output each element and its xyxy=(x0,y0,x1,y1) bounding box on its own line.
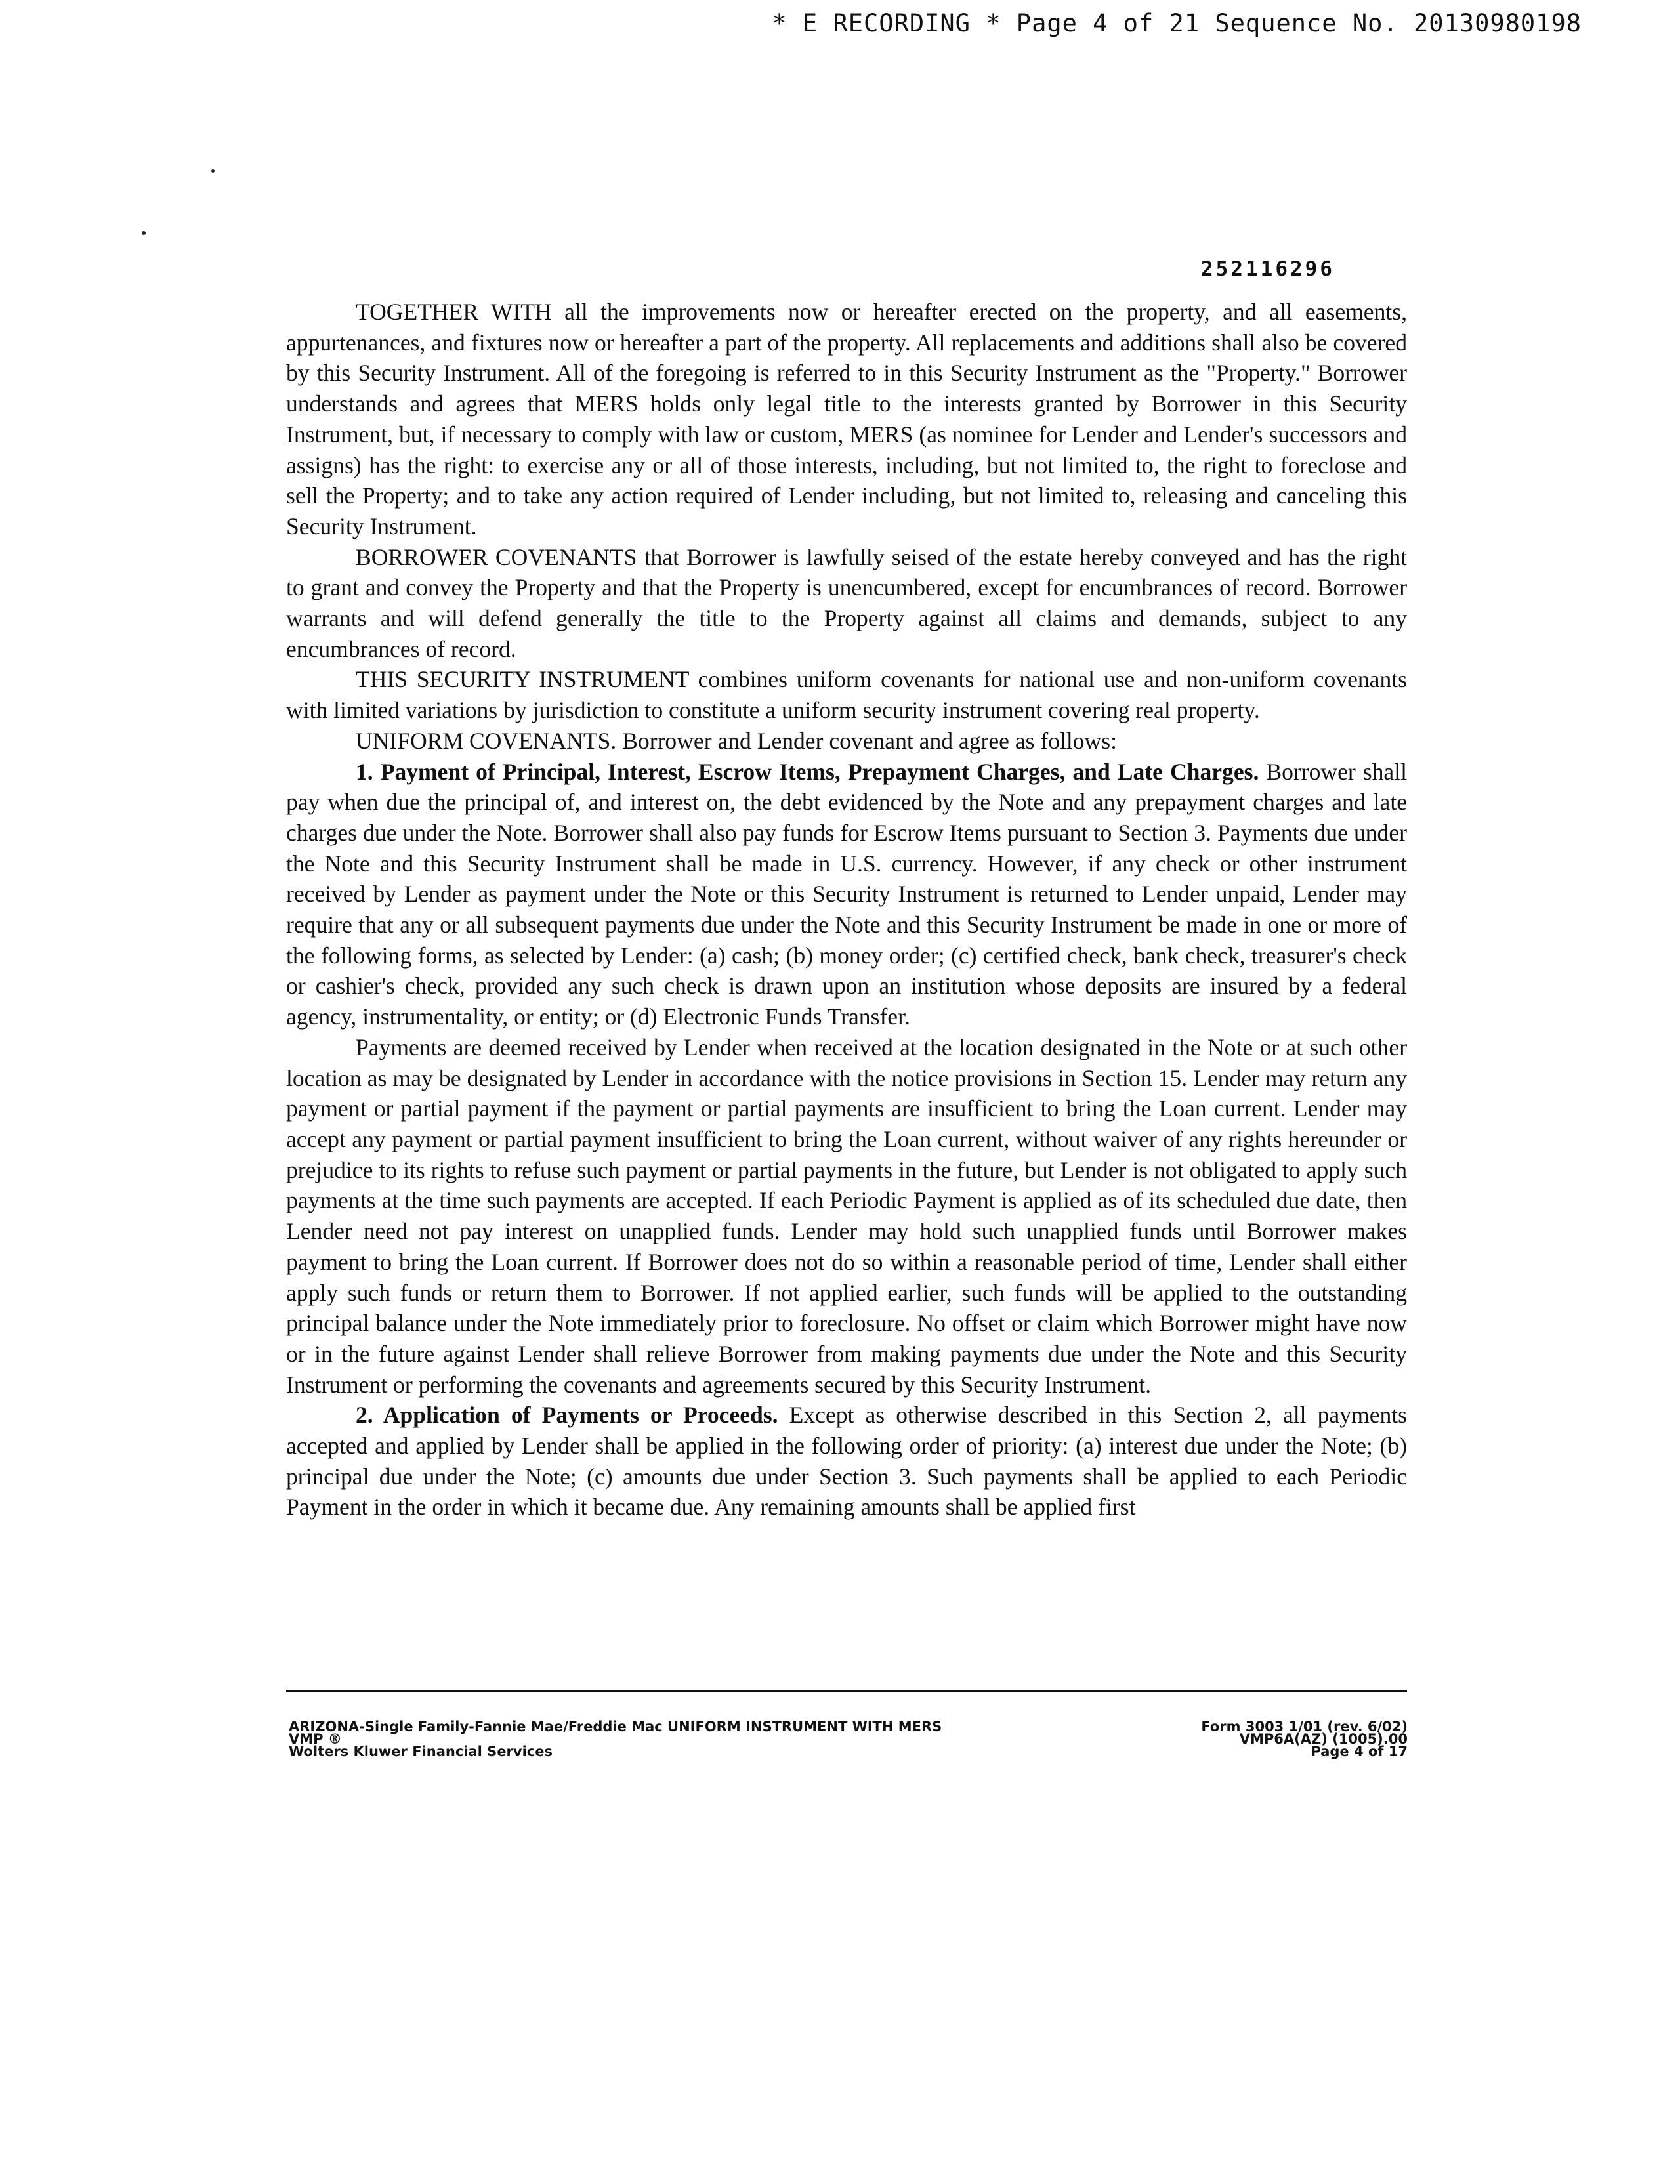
section-1-paragraph xyxy=(286,757,1407,1032)
section-2-paragraph xyxy=(286,1400,1407,1522)
section-1-text: Borrower shall pay when due the principal of, and interest on, the debt evidenced by the Note and any prepayment charges and late charges due under the Note. Borrower shall also pay funds for Escrow Items pursuant to Section 3. Payments due under the Note and this Security Instrument shall be made in U.S. currency. However, if any check or other instrument received by Lender as payment under the Note or this Security Instrument is returned to Lender unpaid, Lender may require that any or all subsequent payments due under the Note and this Security Instrument be made in one or more of the following forms, as selected by Lender: (a) cash; (b) money order; (c) certified check, bank check, treasurer's check or cashier's check, provided any such check is drawn upon an institution whose deposits are insured by a federal agency, instrumentality, or entity; or (d) Electronic Funds Transfer. xyxy=(286,758,1407,1030)
section-2-text: Except as otherwise described in this Section 2, all payments accepted and applied by Lender shall be applied in the following order of priority: (a) interest due under the Note; (b) principal due under the Note; (c) amounts due under Section 3. Such payments shall be applied to each Periodic Payment in the order in which it became due. Any remaining amounts shall be applied first xyxy=(286,1402,1408,1521)
footer-publisher: Wolters Kluwer Financial Services xyxy=(289,1744,553,1759)
section-1-heading: 1. Payment of Principal, Interest, Escrow Items, Prepayment Charges, and Late Charges. xyxy=(356,758,1259,785)
footer-vmp: VMP ® xyxy=(289,1731,342,1747)
scan-speck xyxy=(211,169,215,173)
borrower-covenants-paragraph: BORROWER COVENANTS that Borrower is lawfully seised of the estate hereby conveyed and has the right to grant and convey the Property and that the Property is unencumbered, except for encumbrances of record. Borrower warrants and will defend generally the title to the Property against all claims and demands, subject to any encumbrances of record. xyxy=(286,543,1407,662)
scan-speck xyxy=(142,231,146,235)
loan-number: 252116296 xyxy=(1201,257,1335,281)
together-with-paragraph: TOGETHER WITH all the improvements now or hereafter erected on the property, and all easements, appurtenances, and fixtures now or hereafter a part of the property. All replacements and additions shall also be covered by this Security Instrument. All of the foregoing is referred to in this Security Instrument as the "Property." Borrower understands and agrees that MERS holds only legal title to the interests granted by Borrower in this Security Instrument, but, if necessary to comply with law or custom, MERS (as nominee for Lender and Lender's successors and assigns) has the right: to exercise any or all of those interests, including, but not limited to, the right to foreclose and sell the Property; and to take any action required of Lender including, but not limited to, releasing and canceling this Security Instrument. xyxy=(286,299,1407,539)
document-body xyxy=(286,297,1407,1522)
footer-left xyxy=(289,1721,942,1758)
footer-vmp-code: VMP6A(AZ) (1005).00 xyxy=(1239,1731,1408,1747)
footer-divider xyxy=(286,1690,1407,1692)
section-2-heading: 2. Application of Payments or Proceeds. xyxy=(356,1402,778,1429)
payments-received-paragraph: Payments are deemed received by Lender when received at the location designated in the Note or at such other location as may be designated by Lender in accordance with the notice provisions in Section 15. Lender may return any payment or partial payment if the payment or partial payments are insufficient to bring the Loan current. Lender may accept any payment or partial payment insufficient to bring the Loan current, without waiver of any rights hereunder or prejudice to its rights to refuse such payment or partial payments in the future, but Lender is not obligated to apply such payments at the time such payments are accepted. If each Periodic Payment is applied as of its scheduled due date, then Lender need not pay interest on unapplied funds. Lender may hold such unapplied funds until Borrower makes payment to bring the Loan current. If Borrower does not do so within a reasonable period of time, Lender shall either apply such funds or return them to Borrower. If not applied earlier, such funds will be applied to the outstanding principal balance under the Note immediately prior to foreclosure. No offset or claim which Borrower might have now or in the future against Lender shall relieve Borrower from making payments due under the Note and this Security Instrument or performing the covenants and agreements secured by this Security Instrument. xyxy=(286,1034,1407,1398)
footer-page-number: Page 4 of 17 xyxy=(1311,1744,1408,1759)
footer-right xyxy=(1201,1721,1408,1758)
footer-form-number: Form 3003 1/01 (rev. 6/02) xyxy=(1201,1719,1408,1734)
uniform-covenants-paragraph: UNIFORM COVENANTS. Borrower and Lender covenant and agree as follows: xyxy=(356,727,1117,754)
security-instrument-paragraph: THIS SECURITY INSTRUMENT combines uniform covenants for national use and non-uniform covenants with limited variations by jurisdiction to constitute a uniform security instrument covering real property. xyxy=(286,666,1407,724)
footer-form-title: ARIZONA-Single Family-Fannie Mae/Freddie Mac UNIFORM INSTRUMENT WITH MERS xyxy=(289,1719,942,1734)
recording-header: * E RECORDING * Page 4 of 21 Sequence No. 20130980198 xyxy=(772,9,1582,37)
